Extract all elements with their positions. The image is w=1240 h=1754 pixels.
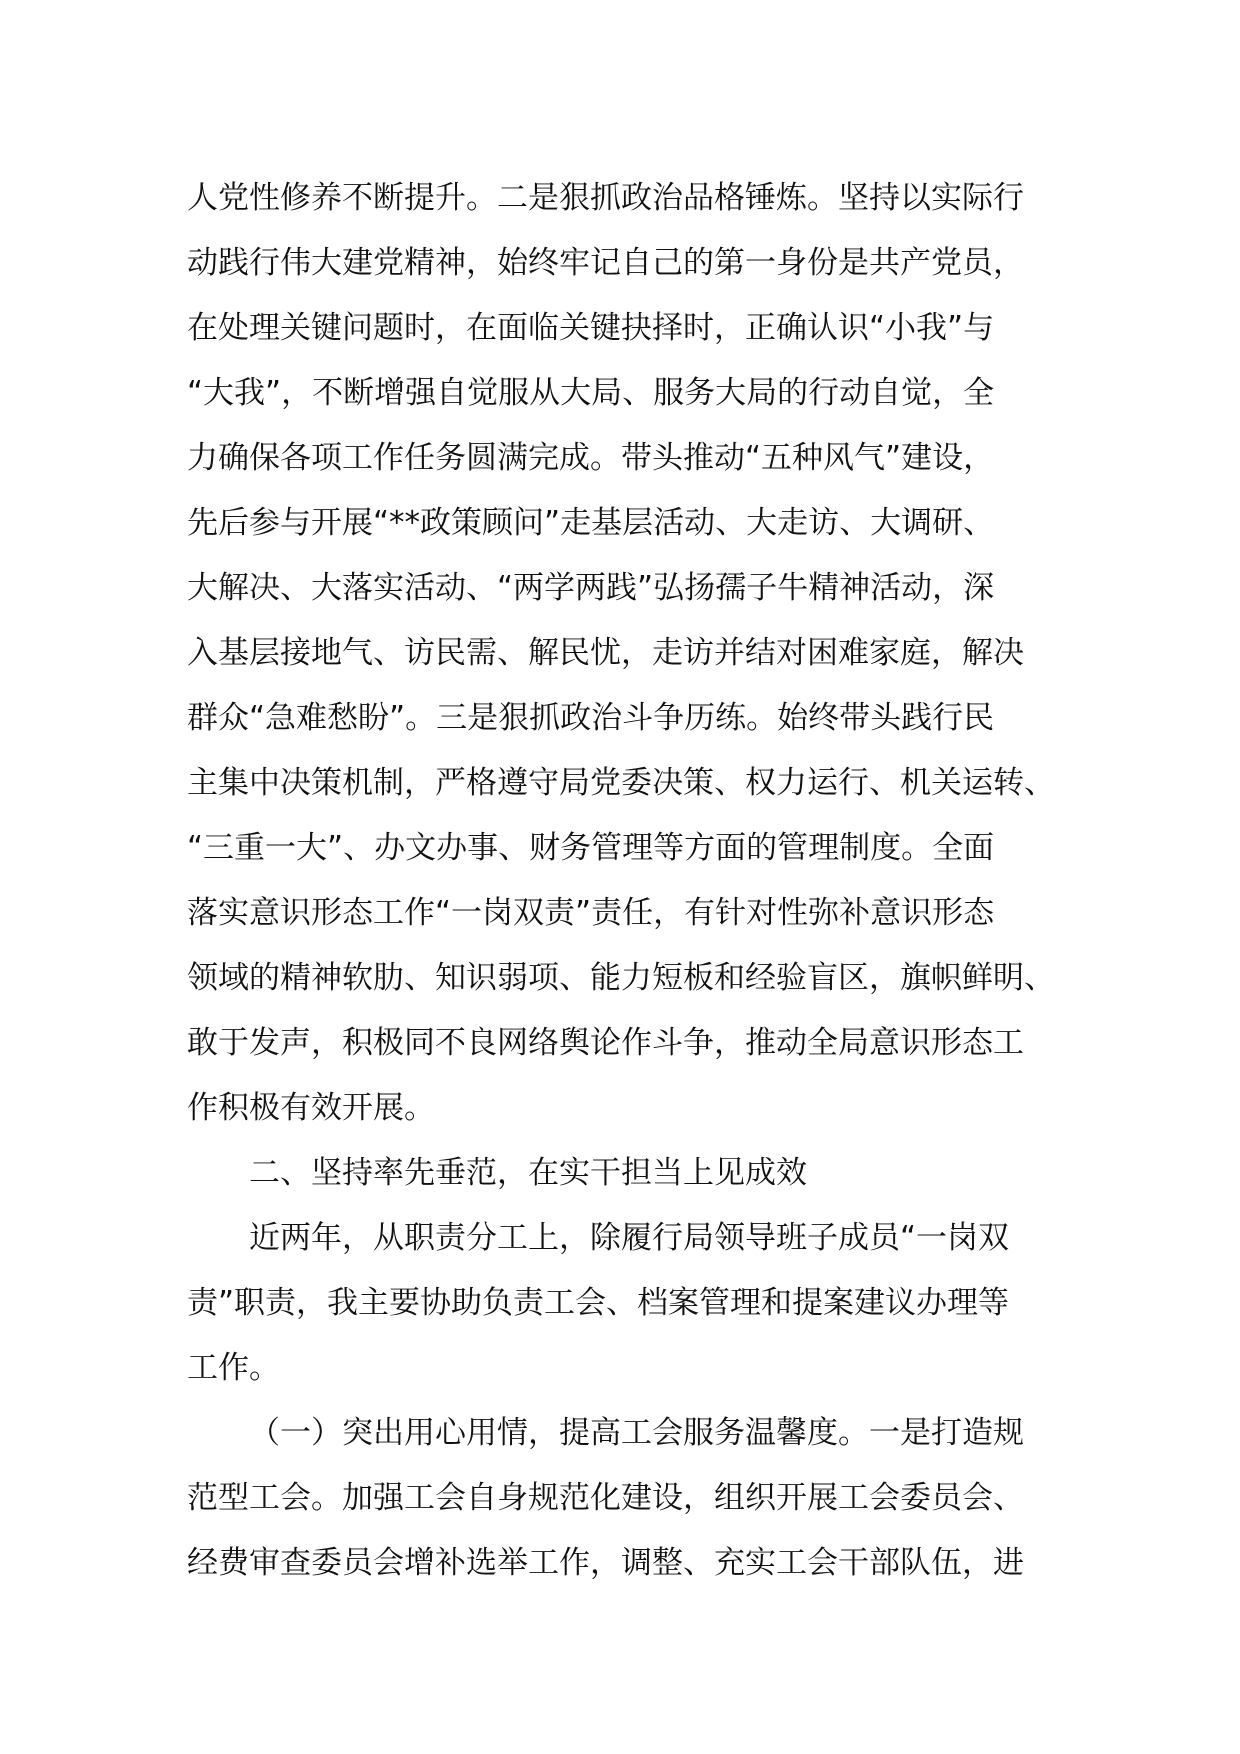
text-line: 主集中决策机制，严格遵守局党委决策、权力运行、机关运转、 xyxy=(187,765,1055,801)
text-line: “三重一大”、办文办事、财务管理等方面的管理制度。全面 xyxy=(187,830,995,866)
text-line: 作积极有效开展。 xyxy=(187,1090,435,1126)
text-line: 先后参与开展“**政策顾问”走基层活动、大走访、大调研、 xyxy=(187,505,995,541)
text-line: 群众“急难愁盼”。三是狠抓政治斗争历练。始终带头践行民 xyxy=(187,700,995,736)
text-line: 在处理关键问题时，在面临关键抉择时，正确认识“小我”与 xyxy=(187,310,995,346)
text-line: 人党性修养不断提升。二是狠抓政治品格锤炼。坚持以实际行 xyxy=(187,180,1024,216)
text-line: 近两年，从职责分工上，除履行局领导班子成员“一岗双 xyxy=(249,1220,1010,1256)
text-line: 经费审查委员会增补选举工作，调整、充实工会干部队伍，进 xyxy=(187,1545,1024,1581)
body-text xyxy=(187,166,1067,1596)
text-line: 落实意识形态工作“一岗双责”责任，有针对性弥补意识形态 xyxy=(187,895,995,931)
text-line: 工作。 xyxy=(187,1350,280,1386)
text-line: 动践行伟大建党精神，始终牢记自己的第一身份是共产党员， xyxy=(187,245,1024,281)
text-line: 范型工会。加强工会自身规范化建设，组织开展工会委员会、 xyxy=(187,1480,1024,1516)
text-line: 力确保各项工作任务圆满完成。带头推动“五种风气”建设， xyxy=(187,440,995,476)
text-line: 责”职责，我主要协助负责工会、档案管理和提案建议办理等 xyxy=(187,1285,1010,1321)
text-line: 领域的精神软肋、知识弱项、能力短板和经验盲区，旗帜鲜明、 xyxy=(187,960,1055,996)
text-line: 敢于发声，积极同不良网络舆论作斗争，推动全局意识形态工 xyxy=(187,1025,1024,1061)
subsection-heading: （一）突出用心用情，提高工会服务温馨度。一是打造规 xyxy=(249,1415,1024,1451)
text-line: 大解决、大落实活动、“两学两践”弘扬孺子牛精神活动，深 xyxy=(187,570,995,606)
text-line: “大我”，不断增强自觉服从大局、服务大局的行动自觉，全 xyxy=(187,375,995,411)
section-heading: 二、坚持率先垂范，在实干担当上见成效 xyxy=(249,1155,807,1191)
text-line: 入基层接地气、访民需、解民忧，走访并结对困难家庭，解决 xyxy=(187,635,1024,671)
